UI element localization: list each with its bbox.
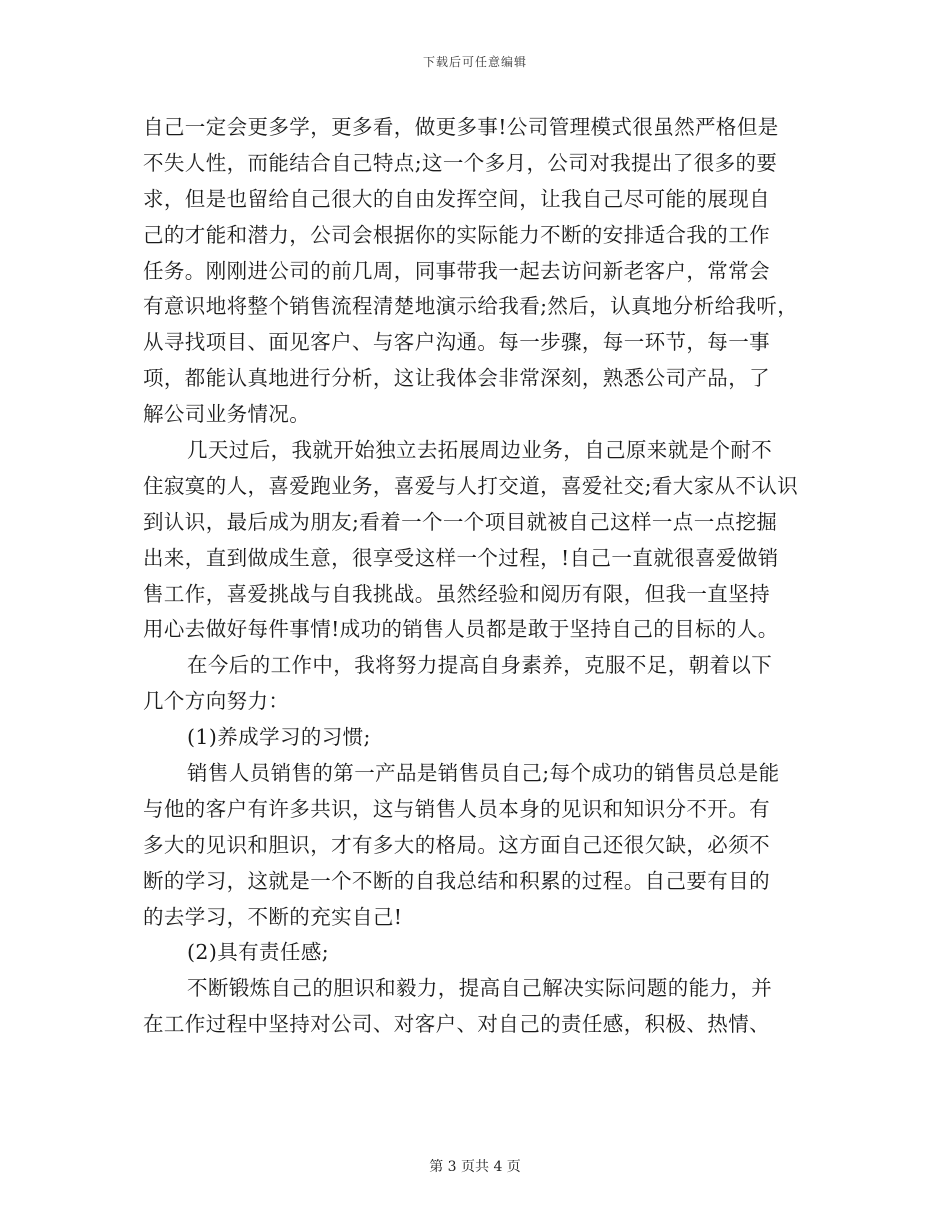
text-line: 多大的见识和胆识，才有多大的格局。这方面自己还很欠缺，必须不 bbox=[143, 832, 770, 857]
text-line: 不失人性，而能结合自己特点;这一个多月，公司对我提出了很多的要 bbox=[143, 150, 778, 175]
text-line: 求，但是也留给自己很大的自由发挥空间，让我自己尽可能的展现自 bbox=[143, 186, 770, 211]
page-footer: 第 3 页共 4 页 bbox=[429, 1159, 521, 1175]
text-line: 在工作过程中坚持对公司、对客户、对自己的责任感，积极、热情、 bbox=[143, 1012, 770, 1037]
text-line: 出来，直到做成生意，很享受这样一个过程，!自己一直就很喜爱做销 bbox=[143, 545, 779, 570]
text-line: 任务。刚刚进公司的前几周，同事带我一起去访问新老客户，常常会 bbox=[143, 258, 770, 283]
text-line: 与他的客户有许多共识，这与销售人员本身的见识和知识分不开。有 bbox=[143, 796, 770, 821]
text-line: 项，都能认真地进行分析，这让我体会非常深刻，熟悉公司产品，了 bbox=[143, 366, 770, 391]
text-line: 从寻找项目、面见客户、与客户沟通。每一步骤，每一环节，每一事 bbox=[143, 330, 770, 355]
text-line: 住寂寞的人，喜爱跑业务，喜爱与人打交道，喜爱社交;看大家从不认识 bbox=[143, 473, 799, 498]
text-line: 己的才能和潜力，公司会根据你的实际能力不断的安排适合我的工作 bbox=[143, 222, 770, 247]
text-line: 的去学习，不断的充实自己! bbox=[143, 904, 403, 929]
page-header: 下载后可任意编辑 bbox=[422, 55, 527, 69]
document-body bbox=[143, 110, 815, 1043]
text-line: 自己一定会更多学，更多看，做更多事!公司管理模式很虽然严格但是 bbox=[143, 115, 779, 139]
text-line: 几天过后，我就开始独立去拓展周边业务，自己原来就是个耐不 bbox=[187, 438, 773, 463]
text-line: 销售人员销售的第一产品是销售员自己;每个成功的销售员总是能 bbox=[187, 761, 780, 786]
text-line: 售工作，喜爱挑战与自我挑战。虽然经验和阅历有限，但我一直坚持 bbox=[143, 581, 770, 606]
text-line: 断的学习，这就是一个不断的自我总结和积累的过程。自己要有目的 bbox=[143, 868, 770, 893]
text-line: (1)养成学习的习惯; bbox=[187, 725, 371, 750]
text-line: (2)具有责任感; bbox=[187, 940, 330, 965]
text-line: 不断锻炼自己的胆识和毅力，提高自己解决实际问题的能力，并 bbox=[187, 976, 773, 1001]
text-line: 在今后的工作中，我将努力提高自身素养，克服不足，朝着以下 bbox=[187, 653, 773, 678]
text-line: 解公司业务情况。 bbox=[143, 402, 311, 427]
text-line: 有意识地将整个销售流程清楚地演示给我看;然后，认真地分析给我听， bbox=[143, 294, 799, 319]
text-line: 到认识，最后成为朋友;看着一个一个项目就被自己这样一点一点挖掘 bbox=[143, 509, 778, 534]
text-line: 用心去做好每件事情!成功的销售人员都是敢于坚持自己的目标的人。 bbox=[143, 617, 779, 642]
text-line: 几个方向努力： bbox=[143, 689, 290, 714]
